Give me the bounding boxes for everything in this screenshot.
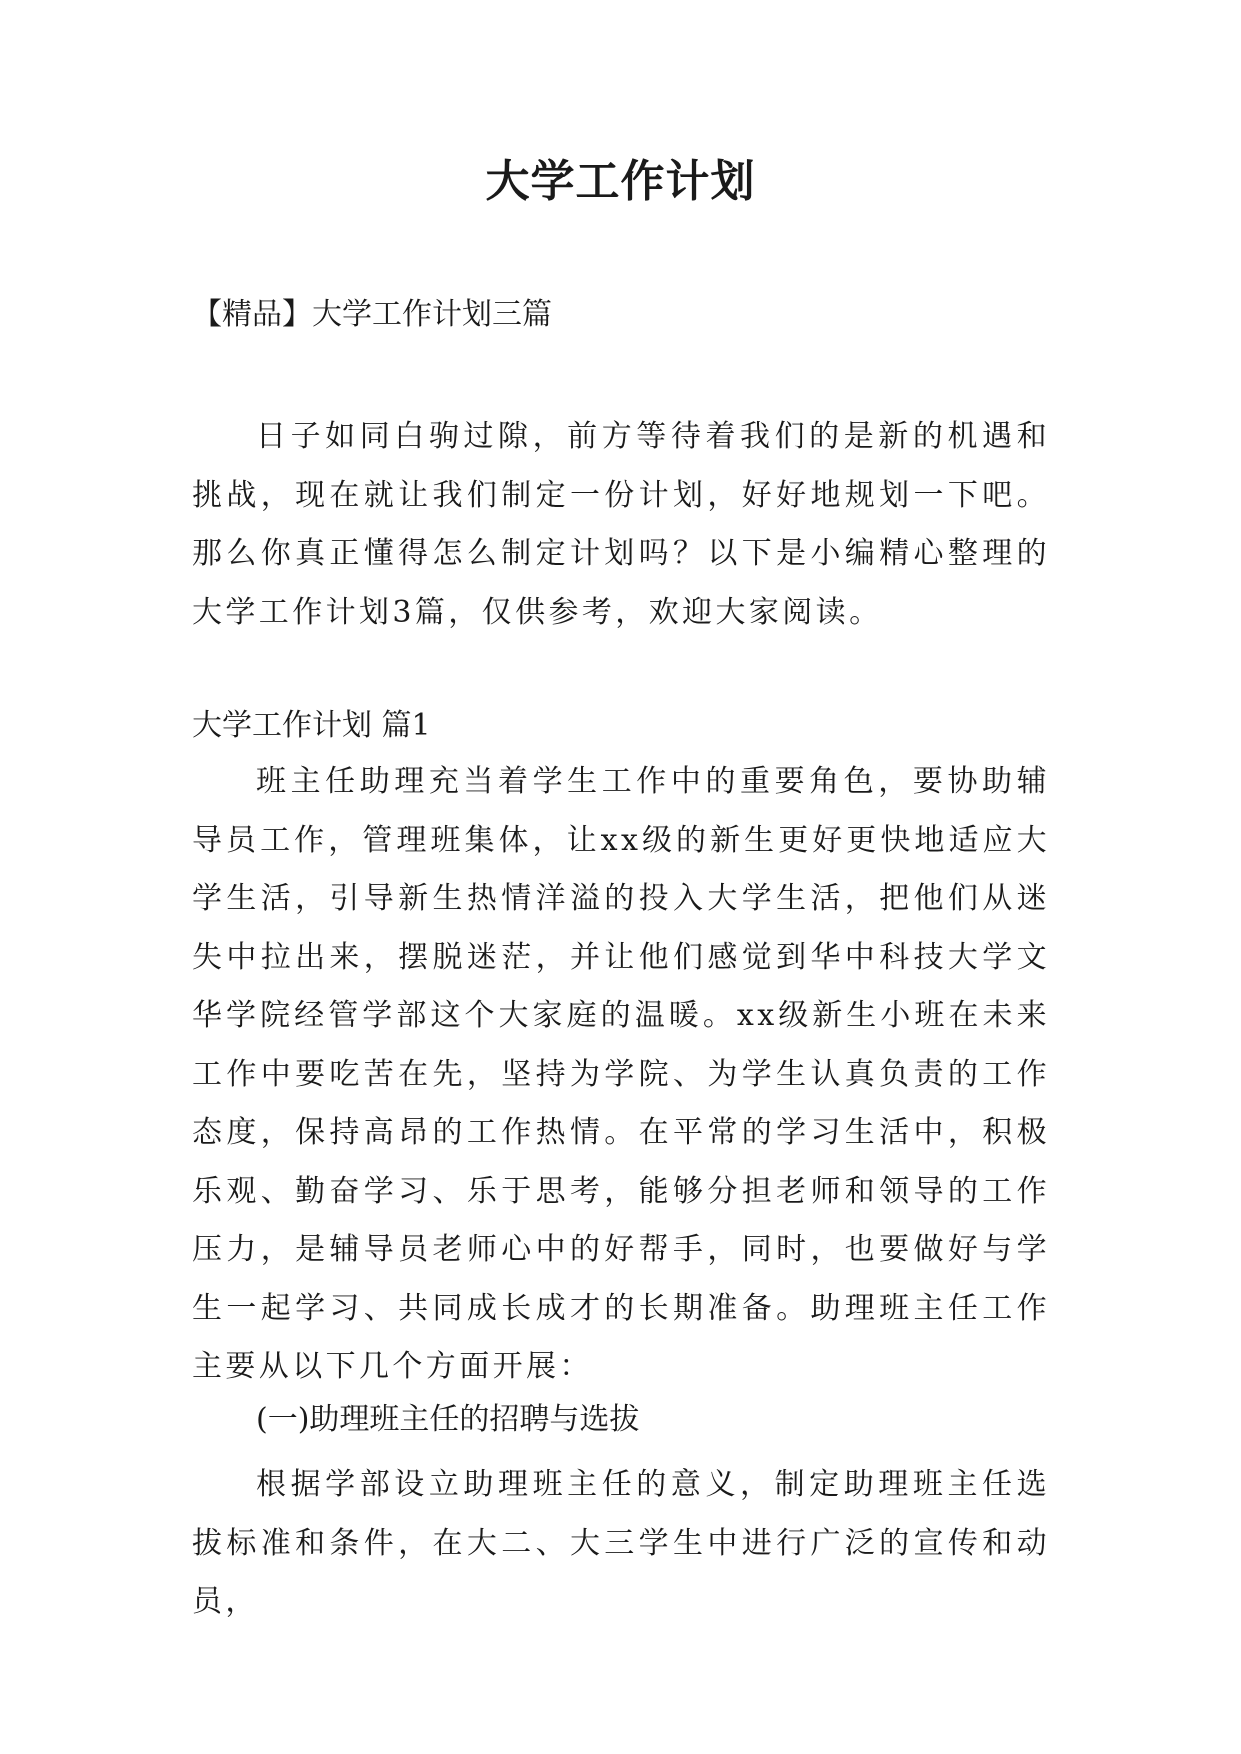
section-body-paragraph: 班主任助理充当着学生工作中的重要角色，要协助辅导员工作，管理班集体，让xx级的新生更好更快地适应大学生活，引导新生热情洋溢的投入大学生活，把他们从迷失中拉出来，摆脱迷茫，并让他们感觉到华中科技大学文华学院经管学部这个大家庭的温暖。xx级新生小班在未来工作中要吃苦在先，坚持为学院、为学生认真负责的工作态度，保持高昂的工作热情。在平常的学习生活中，积极乐观、勤奋学习、乐于思考，能够分担老师和领导的工作压力，是辅导员老师心中的好帮手，同时，也要做好与学生一起学习、共同成长成才的长期准备。助理班主任工作主要从以下几个方面开展：: [192, 764, 1050, 1384]
subsection-heading: (一)助理班主任的招聘与选拔: [256, 1402, 640, 1437]
document-title: 大学工作计划: [485, 156, 756, 207]
section-heading: 大学工作计划 篇1: [192, 708, 431, 743]
intro-paragraph: 日子如同白驹过隙，前方等待着我们的是新的机遇和挑战，现在就让我们制定一份计划，好好地规划一下吧。那么你真正懂得怎么制定计划吗？以下是小编精心整理的大学工作计划3篇，仅供参考，欢迎大家阅读。: [192, 419, 1050, 630]
document-subtitle: 【精品】大学工作计划三篇: [192, 297, 552, 332]
subsection-body-paragraph: 根据学部设立助理班主任的意义，制定助理班主任选拔标准和条件，在大二、大三学生中进行广泛的宣传和动员，: [192, 1467, 1050, 1619]
